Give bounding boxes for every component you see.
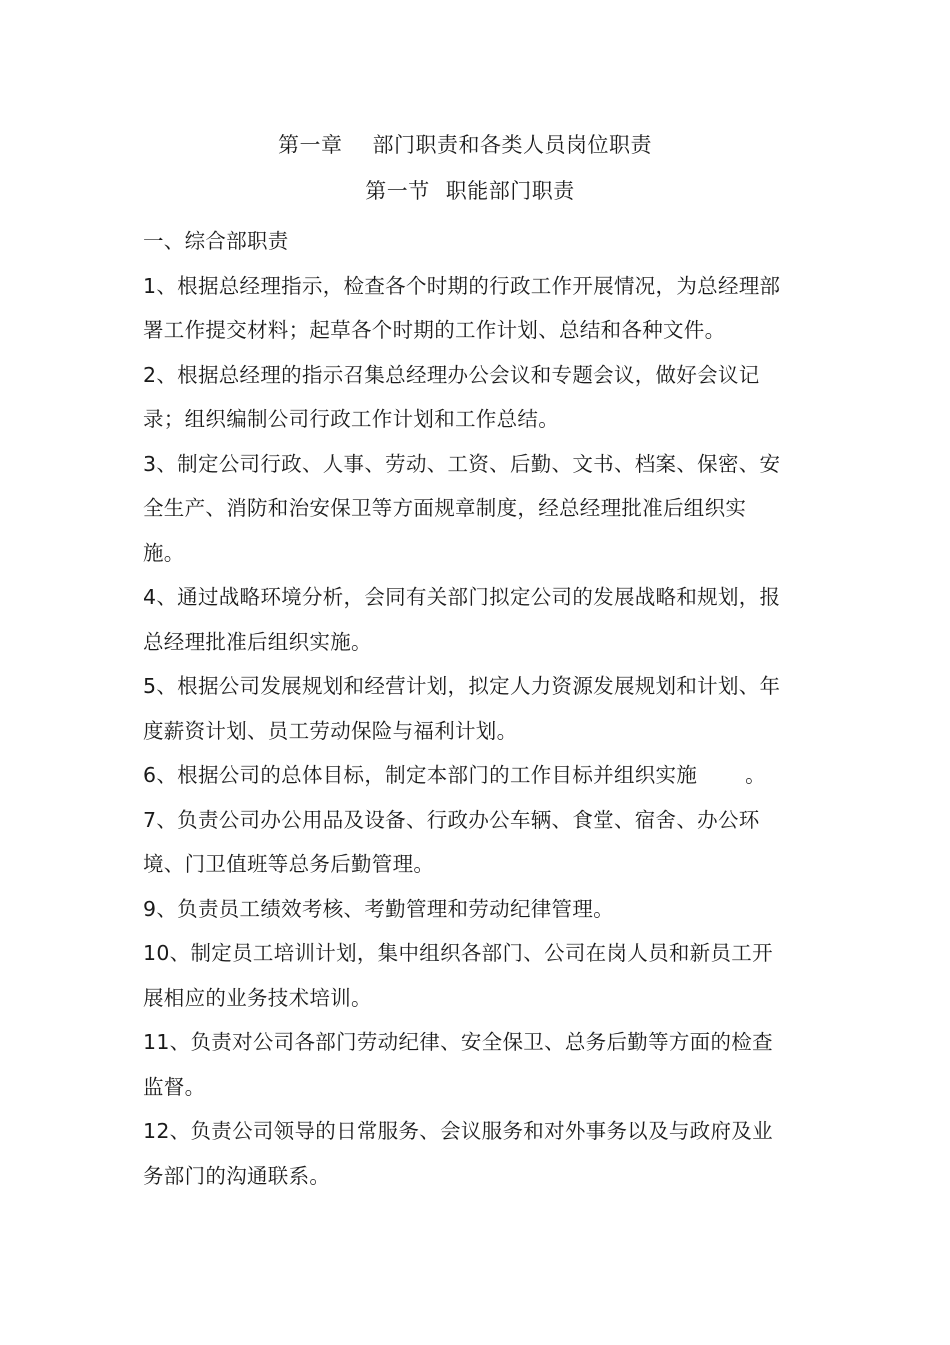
- duty-item-4: 4、通过战略环境分析，会同有关部门拟定公司的发展战略和规划，报总经理批准后组织实施。: [143, 585, 781, 654]
- chapter-name: 部门职责和各类人员岗位职责: [372, 133, 652, 157]
- duty-item-2: 2、根据总经理的指示召集总经理办公会议和专题会议，做好会议记录；组织编制公司行政工作计划和工作总结。: [143, 362, 760, 431]
- duty-item-9: 9、负责员工绩效考核、考勤管理和劳动纪律管理。: [143, 896, 614, 921]
- duty-item-5: 5、根据公司发展规划和经营计划，拟定人力资源发展规划和计划、年度薪资计划、员工劳动保险与福利计划。: [143, 674, 781, 743]
- duty-item-10: 10、制定员工培训计划，集中组织各部门、公司在岗人员和新员工开展相应的业务技术培训。: [143, 941, 773, 1010]
- duty-item-6: [143, 753, 783, 798]
- duty-item-1: 1、根据总经理指示，检查各个时期的行政工作开展情况，为总经理部署工作提交材料；起草各个时期的工作计划、总结和各种文件。: [143, 273, 781, 342]
- chapter-title: [0, 130, 930, 160]
- duty-item-7: 7、负责公司办公用品及设备、行政办公车辆、食堂、宿舍、办公环境、门卫值班等总务后勤管理。: [143, 807, 760, 876]
- chapter-number: 第一章: [278, 133, 343, 157]
- section-title: [0, 176, 940, 206]
- document-body: [143, 219, 783, 1198]
- department-heading: 一、综合部职责: [143, 229, 289, 253]
- duty-item-6-text: 6、根据公司的总体目标，制定本部门的工作目标并组织实施: [143, 763, 698, 787]
- duty-item-6-period: 。: [745, 763, 766, 787]
- section-number: 第一节: [365, 179, 430, 203]
- duty-item-11: 11、负责对公司各部门劳动纪律、安全保卫、总务后勤等方面的检查监督。: [143, 1030, 773, 1099]
- duty-item-3: 3、制定公司行政、人事、劳动、工资、后勤、文书、档案、保密、安全生产、消防和治安保卫等方面规章制度，经总经理批准后组织实施。: [143, 451, 781, 565]
- section-name: 职能部门职责: [445, 179, 575, 203]
- duty-item-12: 12、负责公司领导的日常服务、会议服务和对外事务以及与政府及业务部门的沟通联系。: [143, 1119, 773, 1188]
